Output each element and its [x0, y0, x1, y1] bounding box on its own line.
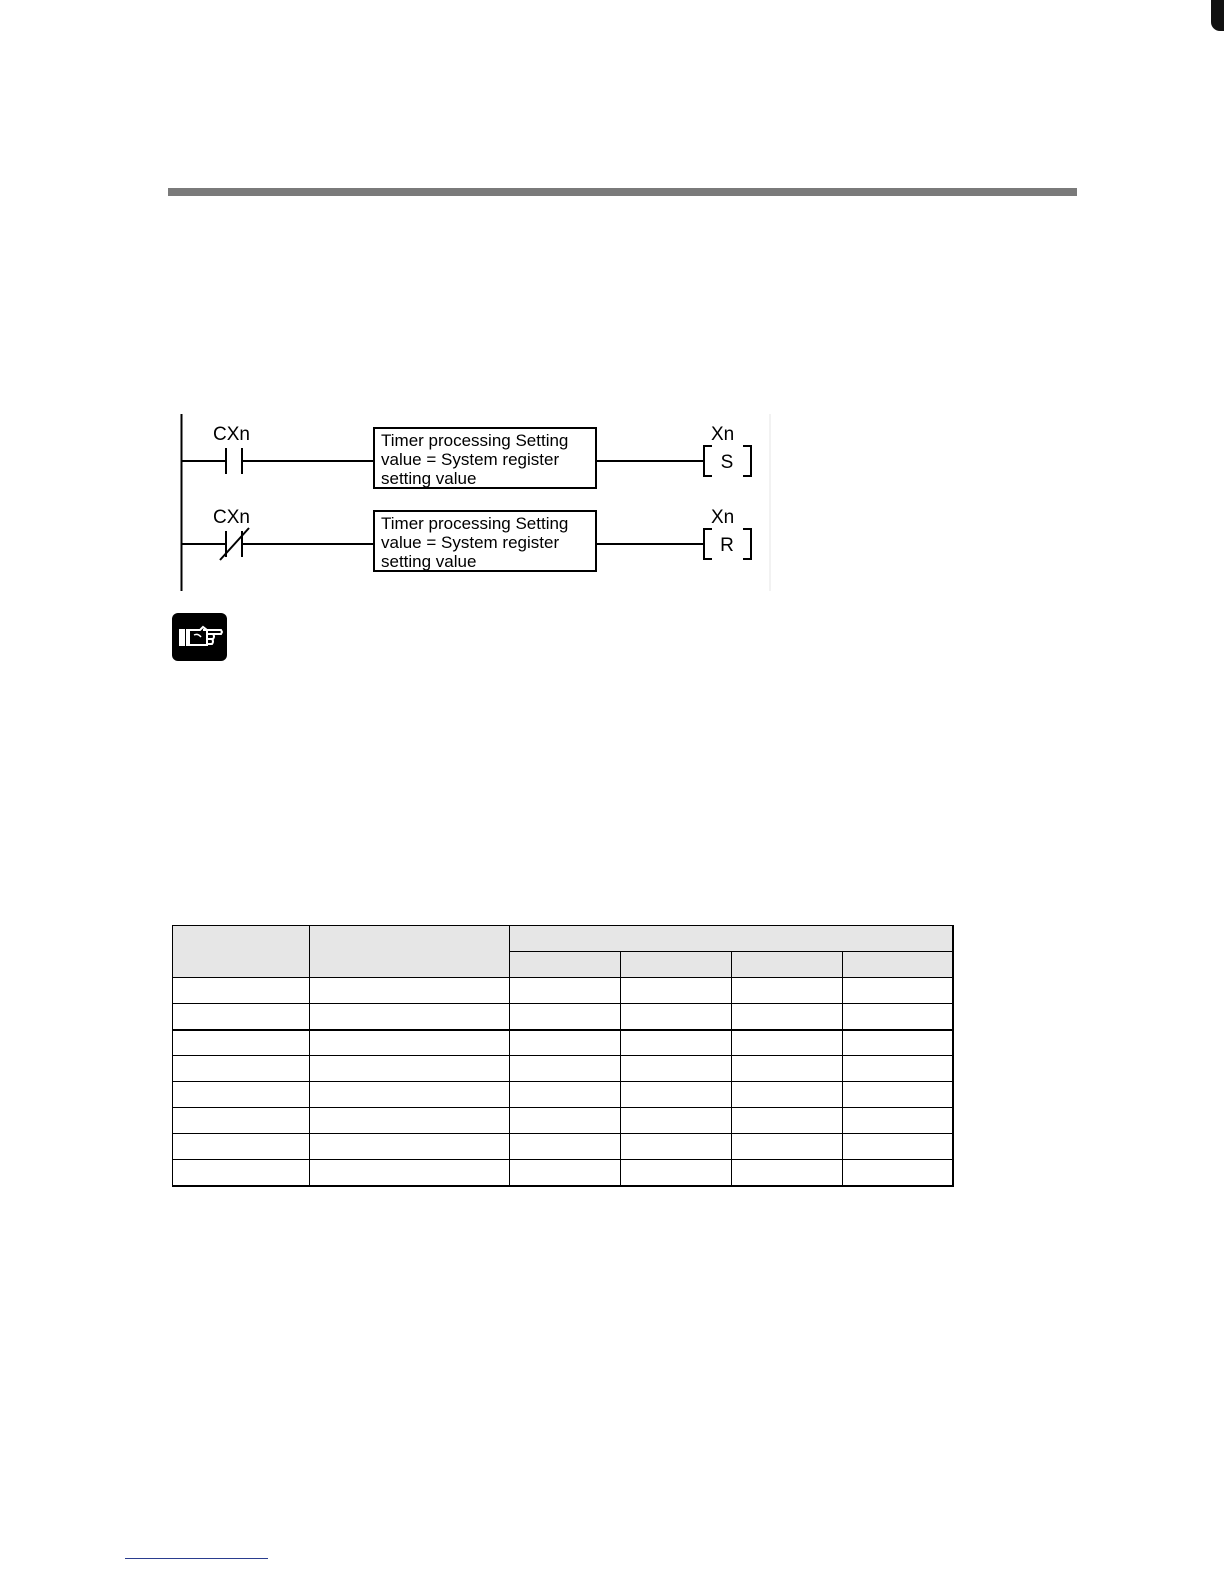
table-cell	[310, 1134, 510, 1160]
table-cell	[621, 1004, 732, 1030]
contact-label: CXn	[213, 507, 250, 528]
rung-1	[182, 424, 752, 488]
table-cell	[732, 1004, 843, 1030]
rung-2	[182, 507, 752, 571]
box-line-1: Timer processing Setting	[381, 514, 569, 533]
coil-instruction: S	[720, 452, 734, 473]
page-edge-tab	[1211, 0, 1224, 31]
table-row	[173, 1030, 953, 1056]
box-line-3: setting value	[381, 552, 477, 571]
table-cell	[732, 1108, 843, 1134]
table-cell	[843, 1160, 953, 1186]
table-cell	[732, 1030, 843, 1056]
spec-table	[172, 925, 954, 1187]
box-line-3: setting value	[381, 469, 477, 488]
table-row	[173, 1134, 953, 1160]
table-cell	[621, 978, 732, 1004]
table-row	[173, 1082, 953, 1108]
table-cell	[310, 978, 510, 1004]
table-cell	[621, 1134, 732, 1160]
table-cell	[173, 1082, 310, 1108]
table-cell	[510, 1108, 621, 1134]
table-cell	[621, 1108, 732, 1134]
header-rule	[168, 188, 1077, 196]
table-cell	[510, 1004, 621, 1030]
coil-left-bracket	[704, 529, 712, 559]
box-line-2: value = System register	[381, 450, 560, 469]
table-cell	[732, 1082, 843, 1108]
table-row	[173, 1056, 953, 1082]
table-cell	[510, 978, 621, 1004]
table-cell	[732, 1056, 843, 1082]
table-cell	[621, 1030, 732, 1056]
table-cell	[173, 1108, 310, 1134]
box-line-2: value = System register	[381, 533, 560, 552]
table-cell	[310, 1056, 510, 1082]
table-cell	[621, 1082, 732, 1108]
table-cell	[310, 1108, 510, 1134]
table-cell	[843, 1134, 953, 1160]
table-cell	[510, 1030, 621, 1056]
table-subheader-cell	[732, 952, 843, 978]
coil-label: Xn	[711, 424, 735, 445]
table-cell	[732, 978, 843, 1004]
table-cell	[843, 1004, 953, 1030]
table-cell	[173, 1160, 310, 1186]
table-cell	[173, 1056, 310, 1082]
table-subheader-cell	[843, 952, 953, 978]
table-cell	[173, 1134, 310, 1160]
table-cell	[310, 1004, 510, 1030]
table-cell	[173, 1004, 310, 1030]
table-cell	[843, 1082, 953, 1108]
table-cell	[510, 1056, 621, 1082]
table-cell	[173, 978, 310, 1004]
footer-link-underline[interactable]	[125, 1558, 268, 1559]
table-header-cell	[173, 926, 310, 978]
table-header-row	[173, 926, 953, 952]
table-cell	[621, 1160, 732, 1186]
table-cell	[732, 1134, 843, 1160]
table-cell	[310, 1030, 510, 1056]
table-cell	[510, 1160, 621, 1186]
coil-label: Xn	[711, 507, 735, 528]
table-subheader-cell	[621, 952, 732, 978]
coil-right-bracket	[743, 446, 751, 476]
box-line-1: Timer processing Setting	[381, 431, 569, 450]
table-cell	[621, 1056, 732, 1082]
table-header-group-cell	[510, 926, 953, 952]
table-cell	[310, 1082, 510, 1108]
table-cell	[843, 1108, 953, 1134]
table-cell	[843, 978, 953, 1004]
table-cell	[843, 1030, 953, 1056]
table-row	[173, 978, 953, 1004]
table-cell	[173, 1030, 310, 1056]
table-header-cell	[310, 926, 510, 978]
table-row	[173, 1108, 953, 1134]
pointing-hand-icon	[172, 613, 227, 661]
table-cell	[843, 1056, 953, 1082]
contact-label: CXn	[213, 424, 250, 445]
ladder-diagram	[174, 410, 774, 595]
table-cell	[510, 1134, 621, 1160]
table-row	[173, 1160, 953, 1186]
table-cell	[510, 1082, 621, 1108]
table-cell	[310, 1160, 510, 1186]
coil-instruction: R	[720, 535, 734, 556]
coil-left-bracket	[704, 446, 712, 476]
table-subheader-cell	[510, 952, 621, 978]
table-cell	[732, 1160, 843, 1186]
coil-right-bracket	[743, 529, 751, 559]
table-row	[173, 1004, 953, 1030]
